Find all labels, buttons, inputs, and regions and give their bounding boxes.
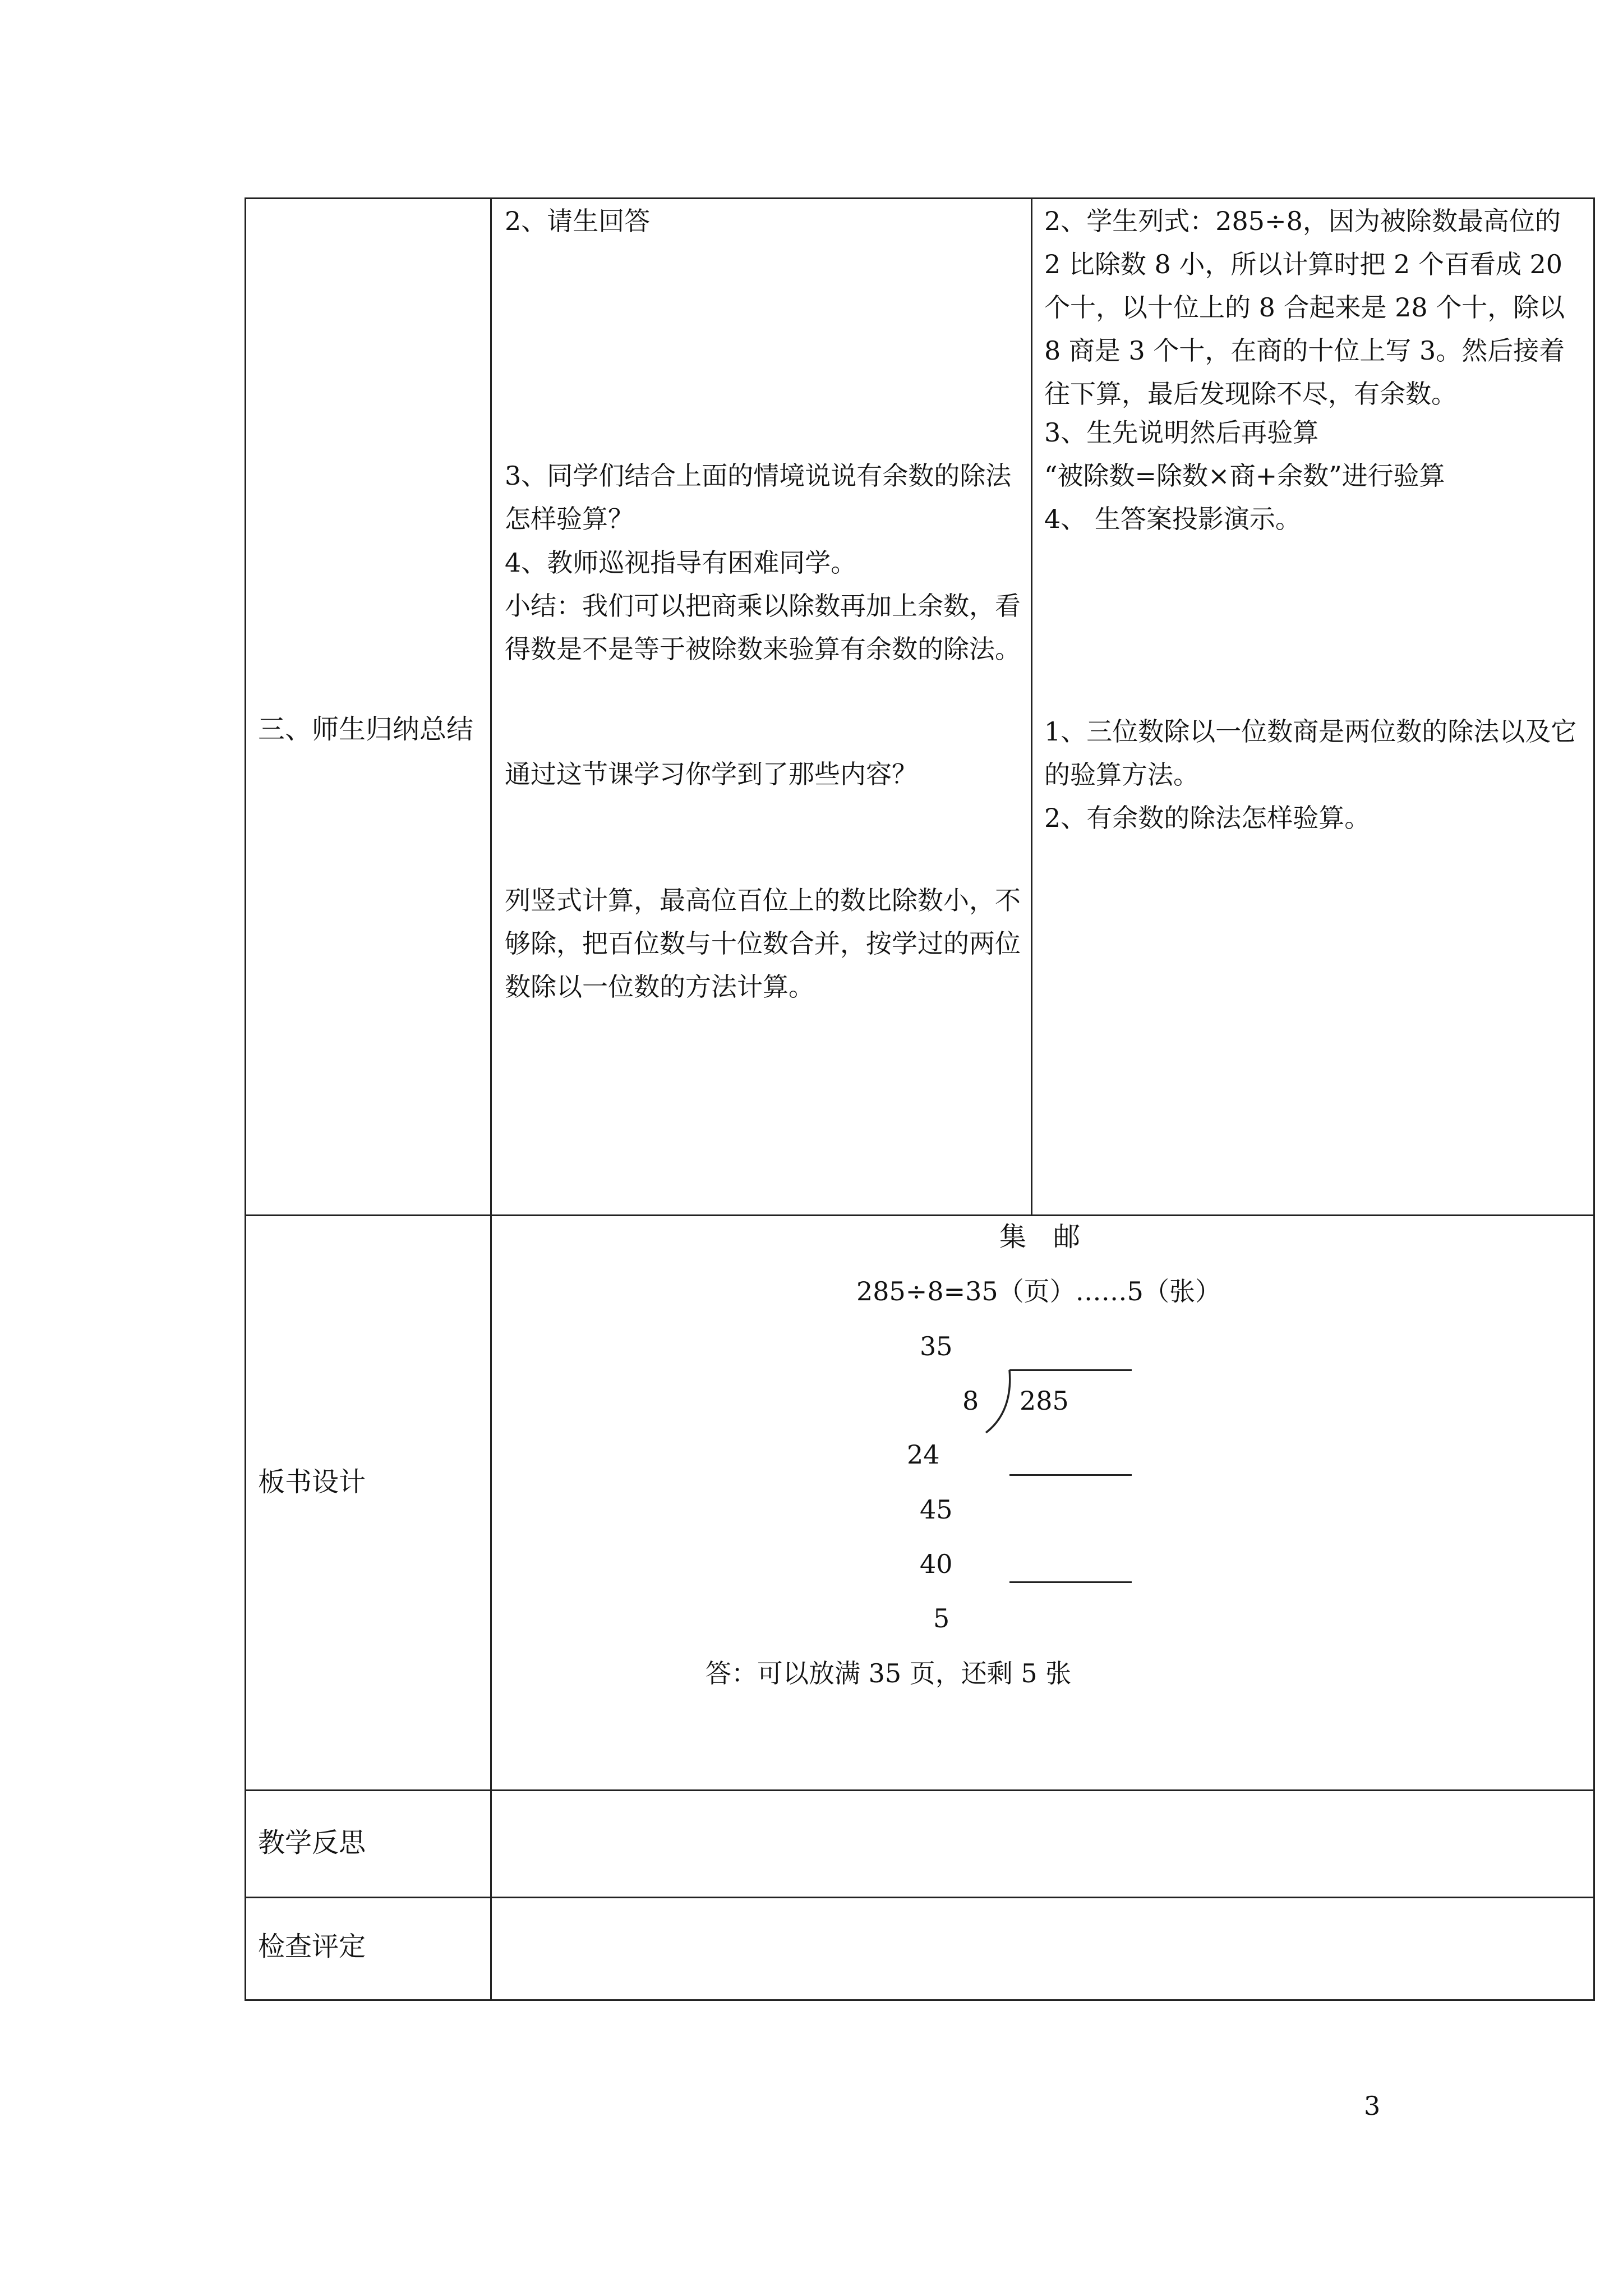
board-answer: 答：可以放满 35 页，还剩 5 张: [706, 1658, 1072, 1688]
teacher-item-check-question: 3、同学们结合上面的情境说说有余数的除法怎样验算？: [505, 461, 1012, 534]
board-title: 集 邮: [999, 1221, 1081, 1253]
table-rule-1: [245, 1214, 1595, 1216]
table-rule-3: [245, 1897, 1595, 1898]
student-item-formula: 2、学生列式：285÷8，因为被除数最高位的 2 比除数 8 小，所以计算时把 2 个百看成 20 个十，以十位上的 8 合起来是 28 个十，除以 8 商是 3 个十，在商的十位上写 3。然后接着往下算，最后发现除不尽，有余数。: [1044, 206, 1573, 409]
page-number: 3: [1364, 2091, 1381, 2121]
row-label-board: 板书设计: [258, 1466, 366, 1498]
table-col-divider-2: [1031, 197, 1032, 1216]
table-rule-2: [245, 1789, 1595, 1791]
board-divisor: 8: [962, 1386, 979, 1416]
board-step2: 45: [920, 1494, 953, 1525]
row-label-summary: 三、师生归纳总结: [258, 714, 474, 745]
division-underline-2: [1009, 1581, 1132, 1583]
division-bar: [1009, 1369, 1132, 1371]
student-item-learned-2: 2、有余数的除法怎样验算。: [1044, 803, 1371, 833]
board-remainder: 5: [933, 1603, 950, 1634]
table-border-bottom: [245, 1999, 1595, 2001]
division-underline-1: [1009, 1474, 1132, 1476]
board-step1: 24: [907, 1439, 940, 1470]
board-dividend: 285: [1020, 1386, 1069, 1416]
table-border-right: [1593, 197, 1595, 2001]
table-border-top: [245, 197, 1595, 199]
teacher-item-patrol: 4、教师巡视指导有困难同学。: [505, 547, 857, 578]
teacher-item-answer: 2、请生回答: [505, 206, 651, 236]
division-bracket: [983, 1368, 1012, 1436]
board-step3: 40: [920, 1549, 953, 1579]
row-label-reflection: 教学反思: [258, 1827, 366, 1858]
board-equation: 285÷8=35（页）……5（张）: [856, 1276, 1221, 1306]
table-border-left: [245, 197, 246, 2001]
student-item-check-formula: “被除数=除数×商+余数”进行验算: [1044, 461, 1445, 491]
student-item-projection: 4、 生答案投影演示。: [1044, 504, 1301, 534]
teacher-item-summary: 小结：我们可以把商乘以除数再加上余数，看得数是不是等于被除数来验算有余数的除法。: [505, 591, 1021, 664]
row-label-review: 检查评定: [258, 1931, 366, 1962]
table-col-divider-1: [490, 197, 492, 2001]
student-item-explain: 3、生先说明然后再验算: [1044, 417, 1319, 448]
teacher-item-vertical-calc: 列竖式计算，最高位百位上的数比除数小，不够除，把百位数与十位数合并，按学过的两位数除以一位数的方法计算。: [505, 885, 1021, 1002]
student-item-learned-1: 1、三位数除以一位数商是两位数的除法以及它的验算方法。: [1044, 716, 1577, 790]
teacher-item-learned-question: 通过这节课学习你学到了那些内容？: [505, 759, 917, 789]
board-quotient: 35: [920, 1331, 953, 1361]
